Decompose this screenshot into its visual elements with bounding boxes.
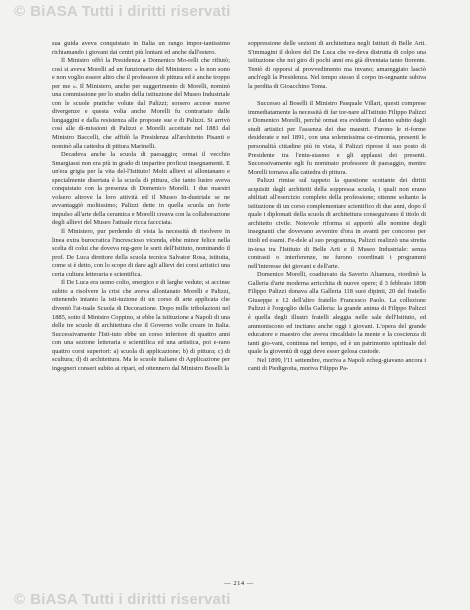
page-number: — 214 — <box>224 580 254 587</box>
watermark-bottom <box>0 589 470 609</box>
copyright-mark: © <box>14 2 26 20</box>
paragraph: Decadeva anche la scuola di paesaggio; ormai il vecchio Smargiassi non era più in grado di impartire proficui insegnamenti. E un'era grigia per la vita del-l'Istituto! Molti allievi si allontanano e specialmente disertata è la scuola di pittura, che tanto lustro aveva conquistato con la presenza di Domenico Morelli. I due maestri volsero altrove la loro attività ed il Museo In-dustriale se ne avvantaggiò moltissimo; Palizzi dette in quella scuola un forte impulso all'arte della ceramica e Morelli creava con la collaborazione degli allievi del Museo l'attuale ricca faccciata. <box>52 151 230 227</box>
paragraph: Successo al Boselli il Ministro Pasquale Villari, questi comprese immediatamente la necessità di far tor-nare all'Istituto Filippo Palizzi e Domenico Morelli, perchè ormai era evidente il danno subito dagli studi artistici per l'assenza dei due maestri. Furono le ri-forme desiderate e nel 1891, con una solennissima ce-rimonia, presenti le personalità cittadine più in vista, il Palizzi riprese il suo posto di Presidente tra l'entu-siasmo e gli applausi dei presenti. Successivamente egli fu nominato professore di paesaggio, mentre Morelli tornava alla cattedra di pittura. <box>248 100 426 176</box>
paragraph: Il Ministro offrì la Presidenza a Domenico Mo-relli che rifiutò; così si aveva Morelli ad un funzionario del Ministero: « lo non sono e non voglio essere altro che il professore di pittura ed è anche troppo per me ». Il Ministero, anche per suggerimento di Morelli, nominò una commissione per lo studio della istituzione del Museo Industriale con le scuole pratiche volute dal Palizzi; sorsero accese nuove divergenze e questa volta anche Morelli fu contrariato dalle lungaggini e dalla resistenza alle proposte sue e di Palizzi. Si arrivò così alle di-missioni di Palizzi e Morelli accettate nel 1881 dal Ministro Baccelli, che affidò la Presidenza all'architetto Pisanti e nominò alla cattedra di pittura Marinelli. <box>52 57 230 150</box>
right-column <box>248 40 426 374</box>
document-page <box>52 40 426 587</box>
paragraph: Nel 1899, l'11 settembre, moriva a Napoli echeg-giavano ancora i canti di Piedigrotta, moriva Filippo Pa- <box>248 356 426 373</box>
paragraph: Il De Luca era uomo colto, energico e di larghe vedute; si accinse subito a risolvere la crisi che aveva allontanato Morelli e Palizzi, ottenendo intanto la isti-tuzione di un corso di arte applicata che diventò l'at-tuale Scuola di Decorazione. Dopo mille tribolazioni nel 1885, sotto il Ministro Coppino, si ebbe la istituzione a Napoli di una delle tre scuole di architettura che il Governo volle creare in Italia. Successivamente l'Isti-tuto ebbe un corso inferiore di quattro anni con una sezione letteraria e scientifica ed una artistica, poi e-rano quattro corsi superiori: a) scuola di applicazione; b) di pittura; c) di scultura; d) di architettura. Ma le scuole italiane di Applicazione per ingegneri conseri subito ai ripari, ed ottennero dal Ministro Boselli la <box>52 279 230 372</box>
watermark-top <box>0 1 470 21</box>
paragraph: Palizzi rimise sul tappeto la questione scottante dei diritti acquisiti dagli architetti della soppressa scuola, i quali non erano abilitati all'esercizio completo della professione; ottenne soltanto la istituzione di un corso complementare scientifico di due anni, dopo il quale i diplomati della scuola di architettura conseguivano il titolo di architetto civile. Notevole riforma si apportò alle nomine degli insegnanti che dovevano avvenire d'ora in avanti per concorso per titoli ed esami. Fe-dele al suo programma, Palizzi realizzò una stretta in-tesa tra l'Istituto di Belle Arti e il Museo Industriale: senza contrasti o interferenze, ne furono coordinati i programmi nell'interesse dei giovani e dell'arte. <box>248 177 426 270</box>
left-column <box>52 40 230 373</box>
paragraph: Domenico Morelli, coadiuvato da Saverio Altamura, riordinò la Galleria d'arte moderna arricchita di nuove opere; il 3 febbraio 1898 Filippo Palizzi donava alla Galleria 118 suoi dipinti, 20 del fratello Giuseppe e 12 dell'altro fratello Francesco Paolo. La collezione Palizzi è l'orgoglio della Galleria: la grande anima di Filippo Palizzi è quella degli illustri fratelli aleggia nelle sale dell'Istituto, ed ammoniscono ed incitano anche oggi i giovani. L'opera del grande educatore e maestro che aveva rincaldato la mente e la coscienza di tanti gio-vani, continua nel tempo, ed è un patrimonio spirituale del quale la gioventù di oggi deve esser gelosa custode. <box>248 271 426 356</box>
paragraph: soppressione delle sezioni di architettura negli Istituti di Belle Arti. S'immagini il dolore del De Luca che ve-deva distrutta di colpo una istituzione che nei giro di pochi anni era già diventata tanto fiorente. Tentò di opporsi al provvedimento ma invano; amareggiato lasciò anch'egli la Presidenza. Nel tempo stesso il corpo in-segnante subiva la perdita di Gioacchino Toma. <box>248 40 426 90</box>
watermark-text: BiASA Tutti i diritti riservati <box>30 2 231 20</box>
paragraph: sua guida aveva conquistato in Italia un rango impor-tantissimo richiamando i giovani dai centri più lontani ed anche dall'estero. <box>52 40 230 56</box>
paragraph: Il Ministero, pur perdendo di vista la necessità di risolvere in linea extra burocratica l'increscioso vicenda, ebbe minor felice nella scelta di colui che doveva reg-gere le sorti dell'Istituto, nominando il prof. De Luca direttore della scuola tecnica Salvator Rosa, istituita, come si è detto, con lo scopo di dare agli allievi dei corsi artistici una certa cultura letteraria e scientifica. <box>52 228 230 278</box>
copyright-mark: © <box>14 590 26 608</box>
watermark-text: BiASA Tutti i diritti riservati <box>30 590 231 608</box>
